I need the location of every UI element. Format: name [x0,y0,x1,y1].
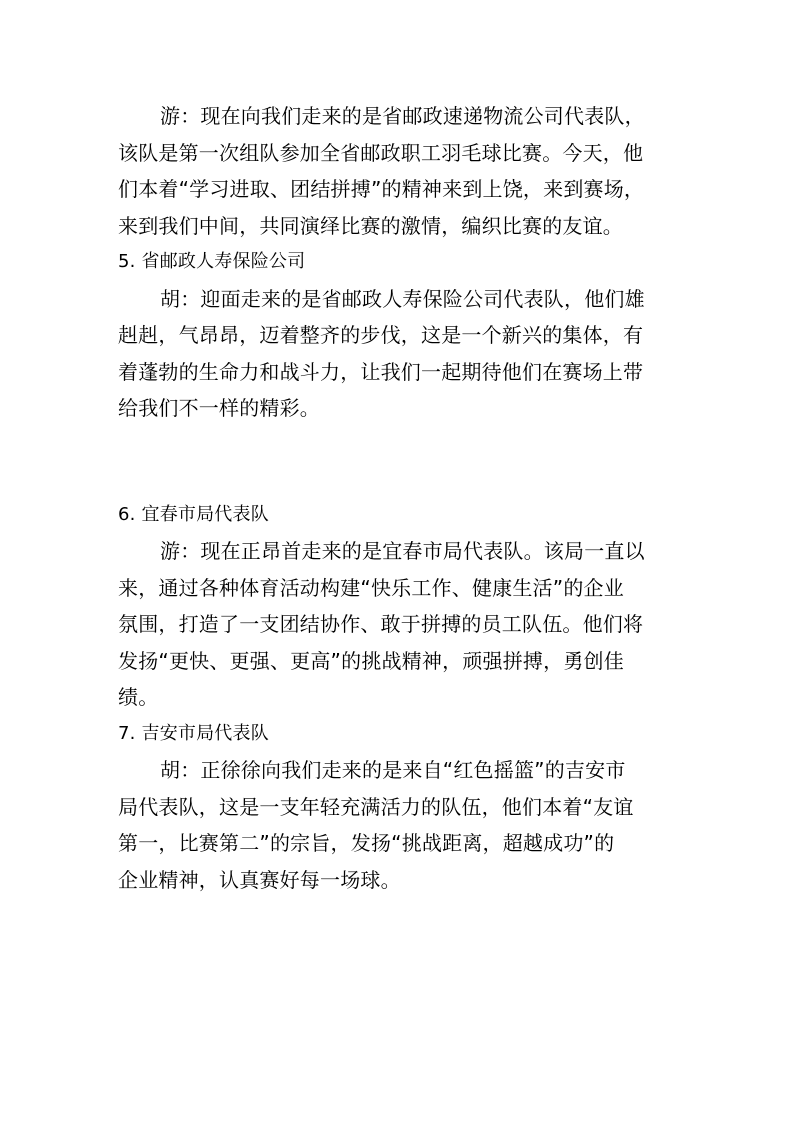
paragraph-line: 发扬“更快、更强、更高”的挑战精神，顽强拼搏，勇创佳 [118,648,624,673]
paragraph-line: 绩。 [118,685,159,709]
paragraph-yichun-team [118,533,684,716]
blank-gap [118,427,684,497]
section-heading-6: 6. 宜春市局代表队 [118,503,269,525]
paragraph-line: 企业精神，认真赛好每一场球。 [118,867,401,892]
paragraph-life-insurance-team [118,281,684,427]
paragraph-line: 着蓬勃的生命力和战斗力，让我们一起期待他们在赛场上带 [118,359,644,384]
section-heading-5: 5. 省邮政人寿保险公司 [118,251,306,272]
paragraph-postal-express-team [118,98,684,244]
paragraph-jian-team [118,752,684,898]
paragraph-line: 胡：迎面走来的是省邮政人寿保险公司代表队，他们雄 [160,286,645,311]
paragraph-line: 们本着“学习进取、团结拼搏”的精神来到上饶，来到赛场， [118,177,645,201]
paragraph-line: 氛围，打造了一支团结协作、敢于拼搏的员工队伍。他们将 [118,612,644,636]
paragraph-line: 第一，比赛第二”的宗旨，发扬“挑战距离，超越成功”的 [118,831,615,855]
paragraph-line: 给我们不一样的精彩。 [118,396,320,420]
paragraph-line: 局代表队，这是一支年轻充满活力的队伍，他们本着“友谊 [118,794,634,819]
paragraph-line: 游：现在正昂首走来的是宜春市局代表队。该局一直以 [160,539,645,563]
section-heading-7: 7. 吉安市局代表队 [118,722,269,744]
paragraph-line: 来，通过各种体育活动构建“快乐工作、健康生活”的企业 [118,575,624,600]
paragraph-line: 赳赳，气昂昂，迈着整齐的步伐，这是一个新兴的集体，有 [118,323,644,347]
paragraph-line: 来到我们中间，共同演绎比赛的激情，编织比赛的友谊。 [118,213,623,238]
paragraph-line: 该队是第一次组队参加全省邮政职工羽毛球比赛。今天，他 [118,140,644,165]
paragraph-line: 游：现在向我们走来的是省邮政速递物流公司代表队， [160,104,645,128]
document-body [118,98,684,898]
paragraph-line: 胡：正徐徐向我们走来的是来自“红色摇篮”的吉安市 [160,758,626,782]
